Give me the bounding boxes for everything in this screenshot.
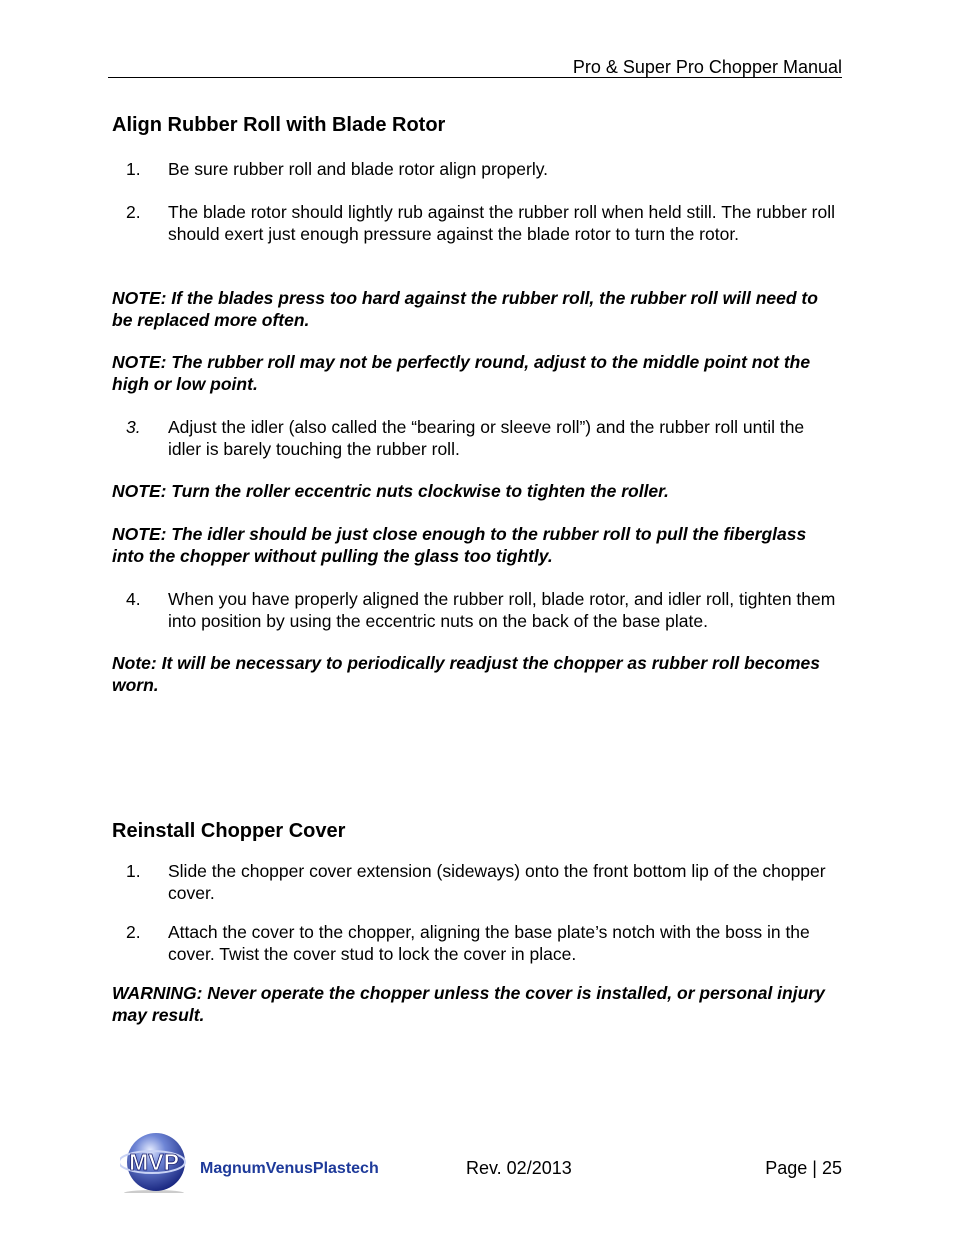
- note: NOTE: Turn the roller eccentric nuts clockwise to tighten the roller.: [112, 481, 669, 501]
- list-item-number: 1.: [126, 159, 141, 179]
- note: NOTE: The rubber roll may not be perfectly round, adjust to the middle point not the high or low point.: [112, 352, 811, 394]
- list-item-number: 2.: [126, 202, 141, 222]
- logo-name: MagnumVenusPlastech: [200, 1160, 379, 1177]
- list-item-number: 3.: [126, 417, 141, 437]
- list-item-number: 2.: [126, 922, 141, 942]
- section-heading-reinstall: Reinstall Chopper Cover: [112, 820, 346, 842]
- header-rule: [108, 77, 842, 78]
- company-logo: [120, 1131, 405, 1193]
- list-item-text: Attach the cover to the chopper, aligning the base plate’s notch with the boss in the cover. Twist the cover stud to lock the cover in place.: [168, 922, 810, 964]
- section-heading-align: Align Rubber Roll with Blade Rotor: [112, 114, 446, 136]
- footer-revision: Rev. 02/2013: [466, 1158, 572, 1178]
- list-item-text: Adjust the idler (also called the “bearing or sleeve roll”) and the rubber roll until the idler is barely touching the rubber roll.: [168, 417, 805, 459]
- footer-page-number: Page | 25: [765, 1158, 842, 1178]
- list-item-number: 4.: [126, 589, 141, 609]
- logo-mark: MVP: [129, 1149, 179, 1175]
- note: NOTE: The idler should be just close enough to the rubber roll to pull the fiberglass into the chopper without pulling the glass too tightly.: [112, 524, 807, 566]
- header-title: Pro & Super Pro Chopper Manual: [572, 57, 842, 77]
- note: NOTE: If the blades press too hard against the rubber roll, the rubber roll will need to be replaced more often.: [112, 288, 818, 330]
- list-item-number: 1.: [126, 861, 141, 881]
- list-item-text: Slide the chopper cover extension (sideways) onto the front bottom lip of the chopper cover.: [168, 861, 826, 903]
- warning-note: WARNING: Never operate the chopper unless the cover is installed, or personal injury may result.: [112, 983, 825, 1025]
- list-item-text: The blade rotor should lightly rub against the rubber roll when held still. The rubber roll should exert just enough pressure against the blade rotor to turn the rotor.: [168, 202, 835, 244]
- list-item-text: Be sure rubber roll and blade rotor align properly.: [168, 159, 549, 179]
- list-item-text: When you have properly aligned the rubber roll, blade rotor, and idler roll, tighten them into position by using the eccentric nuts on the back of the base plate.: [168, 589, 836, 631]
- note: Note: It will be necessary to periodically readjust the chopper as rubber roll becomes worn.: [112, 653, 820, 695]
